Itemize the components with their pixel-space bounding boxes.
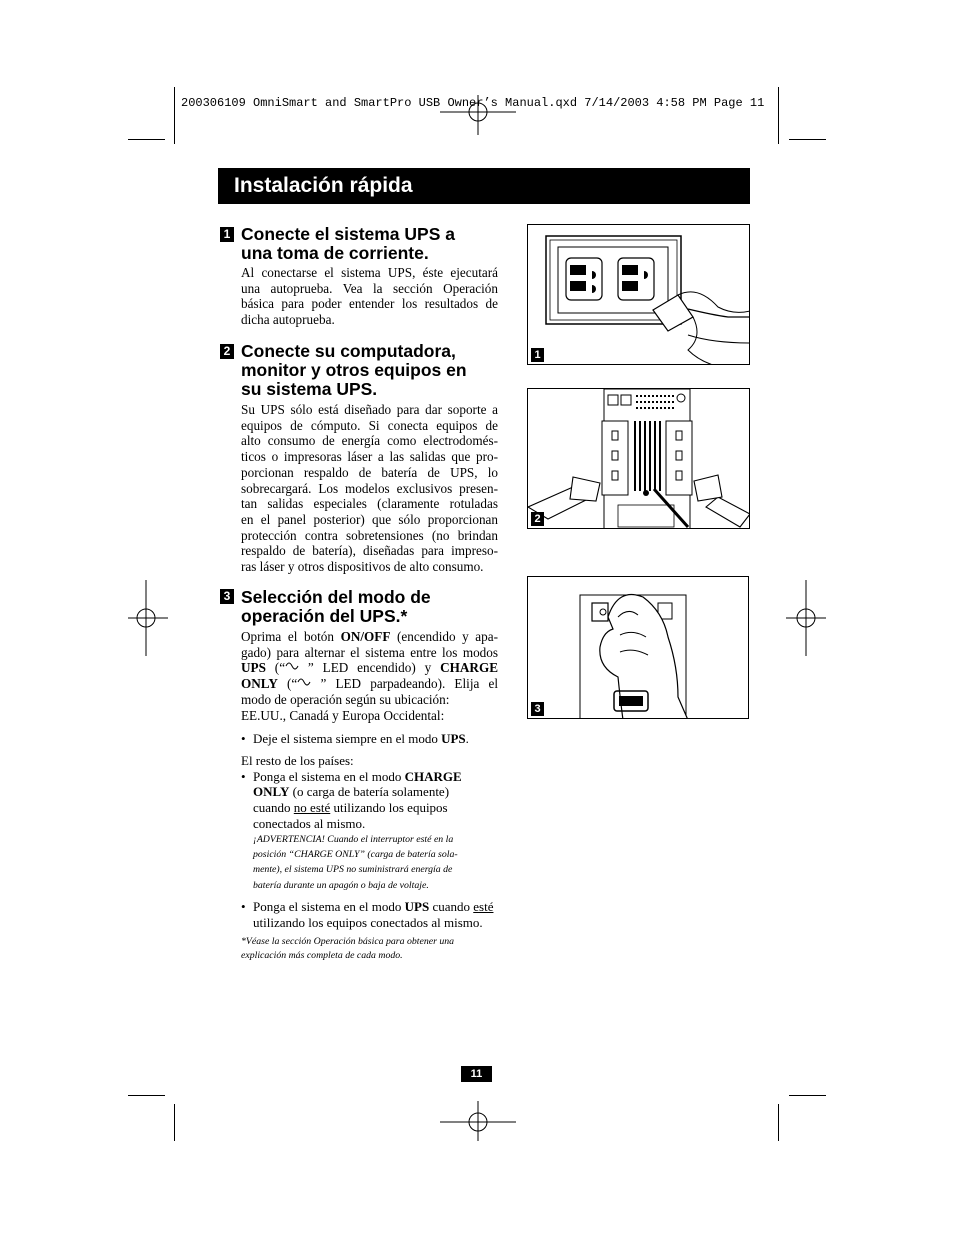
step-3-heading: Selección del modo de operación del UPS.* (241, 587, 431, 626)
registration-mark-bottom (440, 1101, 516, 1141)
step-2-number: 2 (220, 344, 234, 359)
figure-1-label: 1 (531, 348, 544, 362)
figure-1-wall-outlet (527, 224, 750, 365)
step-1-text: Al conectarse el sistema UPS, éste ejecutará una autoprueba. Vea la sección Operación básica para poder entender los resultados de dicha autoprueba. (241, 265, 498, 328)
bullet-ups-mode: • Ponga el sistema en el modo UPS cuando esté utilizando los equipos conectados al mismo. (241, 899, 501, 930)
bullet-us-canada: • Deje el sistema siempre en el modo UPS. (241, 731, 501, 747)
ups-rear-panel-illustration (528, 389, 750, 529)
registration-mark-left (128, 580, 168, 656)
file-slug: 200306109 OmniSmart and SmartPro USB Owner’s Manual.qxd 7/14/2003 4:58 PM Page 11 (181, 96, 765, 110)
sine-wave-icon (297, 677, 311, 687)
step-1-number: 1 (220, 227, 234, 242)
section-banner: Instalación rápida (218, 168, 750, 204)
figure-3-label: 3 (531, 702, 544, 716)
sine-wave-icon (285, 661, 299, 671)
step-2-text: Su UPS sólo está diseñado para dar soporte a equipos de cómputo. Si conecta equipos de alto consumo de energía como electrodomés- ticos o impresoras láser a las salidas que pro- porcionan respaldo de batería de UPS, lo sobrecargará. Los modelos exclusivos presen- tan salidas especiales (claramente rotuladas en el panel posterior) que sólo proporcionan protección contra sobretensiones (no brindan respaldo de batería), diseñadas para impreso- ras láser y otros dispositivos de alto consumo. (241, 402, 498, 575)
figure-2-label: 2 (531, 512, 544, 526)
step-3-text: Oprima el botón ON/OFF (encendido y apa- gado) para alternar el sistema entre los modos UPS (“ ” LED encendido) y CHARGE ONLY (“ ” LED parpadeando). Elija el modo de operación según su ubicación: EE.UU., Canadá y Europa Occidental: (241, 629, 499, 723)
footnote: *Véase la sección Operación básica para obtener una explicación más completa de cada modo. (241, 936, 455, 961)
warning-note: ¡ADVERTENCIA! Cuando el interruptor esté en la posición “CHARGE ONLY” (carga de batería sola- mente), el sistema UPS no suministrará energía de batería durante un apagón o baja de voltaje. (253, 834, 458, 891)
registration-mark-right (786, 580, 826, 656)
registration-mark-top (440, 95, 516, 135)
wall-outlet-illustration (528, 225, 750, 365)
figure-3-on-off-button (527, 576, 749, 719)
figure-2-ups-rear-panel (527, 388, 750, 529)
step-1-heading: Conecte el sistema UPS a una toma de corriente. (241, 224, 455, 263)
step-2-heading: Conecte su computadora, monitor y otros equipos en su sistema UPS. (241, 341, 467, 399)
hand-pressing-button-illustration (528, 577, 749, 719)
other-countries: El resto de los países: • Ponga el sistema en el modo CHARGE ONLY (o carga de batería solamente) cuando no esté utilizando los equipos conectados al mismo. (241, 753, 501, 832)
page-number: 11 (461, 1066, 492, 1082)
step-3-number: 3 (220, 589, 234, 604)
